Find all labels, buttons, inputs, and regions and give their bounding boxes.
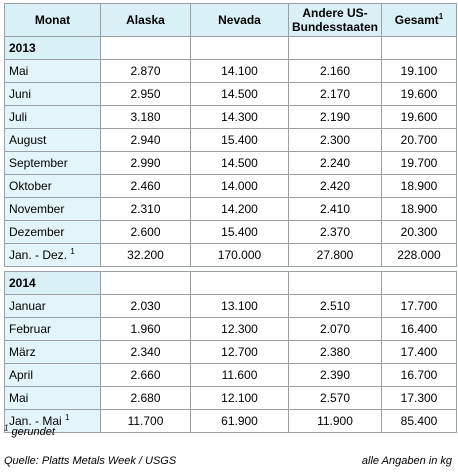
value-cell: 2.190 <box>289 106 382 129</box>
value-cell: 2.510 <box>289 295 382 318</box>
month-cell: August <box>5 129 101 152</box>
value-cell: 19.700 <box>382 152 457 175</box>
table-row <box>5 60 457 83</box>
month-cell: Januar <box>5 295 101 318</box>
value-cell: 14.200 <box>191 198 289 221</box>
value-cell: 1.960 <box>101 318 191 341</box>
value-cell: 2.390 <box>289 364 382 387</box>
year-empty-cell <box>191 272 289 295</box>
value-cell: 11.600 <box>191 364 289 387</box>
total-footnote-mark: 1 <box>65 413 70 422</box>
value-cell: 2.070 <box>289 318 382 341</box>
value-cell: 2.420 <box>289 175 382 198</box>
value-cell: 3.180 <box>101 106 191 129</box>
value-cell: 14.100 <box>191 60 289 83</box>
total-label: Jan. - Mai <box>9 414 62 428</box>
total-label: Jan. - Dez. <box>9 248 68 262</box>
value-cell: 2.340 <box>101 341 191 364</box>
value-cell: 2.310 <box>101 198 191 221</box>
unit-note: alle Angaben in kg <box>361 455 452 467</box>
value-cell: 2.570 <box>289 387 382 410</box>
table-row <box>5 341 457 364</box>
year-label: 2014 <box>5 272 101 295</box>
value-cell: 12.300 <box>191 318 289 341</box>
month-cell: Oktober <box>5 175 101 198</box>
value-cell: 20.300 <box>382 221 457 244</box>
value-cell: 2.660 <box>101 364 191 387</box>
source-note: Quelle: Platts Metals Week / USGS <box>4 455 177 467</box>
month-cell: Juli <box>5 106 101 129</box>
month-cell: April <box>5 364 101 387</box>
value-cell: 2.940 <box>101 129 191 152</box>
value-cell: 17.300 <box>382 387 457 410</box>
month-cell: Mai <box>5 60 101 83</box>
value-cell: 16.400 <box>382 318 457 341</box>
table-row <box>5 318 457 341</box>
value-cell: 2.990 <box>101 152 191 175</box>
table-row <box>5 364 457 387</box>
value-cell: 2.030 <box>101 295 191 318</box>
table-row <box>5 175 457 198</box>
section-2013 <box>5 37 457 267</box>
month-cell: November <box>5 198 101 221</box>
total-value-cell: 11.900 <box>289 410 382 433</box>
gold-production-table <box>4 3 457 433</box>
total-value-cell: 11.700 <box>101 410 191 433</box>
year-label: 2013 <box>5 37 101 60</box>
total-footnote-mark: 1 <box>70 247 75 256</box>
year-empty-cell <box>289 37 382 60</box>
table-row <box>5 83 457 106</box>
header-gesamt <box>382 4 457 37</box>
table-row <box>5 198 457 221</box>
total-label-cell <box>5 244 101 267</box>
year-empty-cell <box>382 272 457 295</box>
value-cell: 12.700 <box>191 341 289 364</box>
year-empty-cell <box>289 272 382 295</box>
value-cell: 2.160 <box>289 60 382 83</box>
year-row <box>5 272 457 295</box>
footnote-text: gerundet <box>11 426 55 438</box>
total-value-cell: 170.000 <box>191 244 289 267</box>
value-cell: 18.900 <box>382 175 457 198</box>
month-cell: Dezember <box>5 221 101 244</box>
header-gesamt-footnote-mark: 1 <box>438 12 444 21</box>
year-empty-cell <box>191 37 289 60</box>
table-header-row <box>5 4 457 37</box>
table-row <box>5 295 457 318</box>
value-cell: 18.900 <box>382 198 457 221</box>
value-cell: 15.400 <box>191 221 289 244</box>
table-row <box>5 387 457 410</box>
value-cell: 14.300 <box>191 106 289 129</box>
value-cell: 17.700 <box>382 295 457 318</box>
value-cell: 17.400 <box>382 341 457 364</box>
total-value-cell: 61.900 <box>191 410 289 433</box>
value-cell: 13.100 <box>191 295 289 318</box>
value-cell: 12.100 <box>191 387 289 410</box>
value-cell: 20.700 <box>382 129 457 152</box>
value-cell: 2.680 <box>101 387 191 410</box>
footnote-mark: 1 <box>4 423 9 433</box>
value-cell: 19.600 <box>382 83 457 106</box>
header-alaska: Alaska <box>101 4 191 37</box>
value-cell: 14.500 <box>191 83 289 106</box>
value-cell: 2.300 <box>289 129 382 152</box>
value-cell: 16.700 <box>382 364 457 387</box>
footnote <box>4 423 55 438</box>
value-cell: 14.500 <box>191 152 289 175</box>
value-cell: 2.170 <box>289 83 382 106</box>
value-cell: 2.380 <box>289 341 382 364</box>
total-value-cell: 85.400 <box>382 410 457 433</box>
total-row <box>5 244 457 267</box>
year-empty-cell <box>382 37 457 60</box>
header-gesamt-label: Gesamt <box>394 13 439 27</box>
table-row <box>5 129 457 152</box>
table-row <box>5 106 457 129</box>
total-value-cell: 32.200 <box>101 244 191 267</box>
month-cell: März <box>5 341 101 364</box>
total-value-cell: 27.800 <box>289 244 382 267</box>
year-row <box>5 37 457 60</box>
value-cell: 14.000 <box>191 175 289 198</box>
value-cell: 2.950 <box>101 83 191 106</box>
value-cell: 2.600 <box>101 221 191 244</box>
table-row <box>5 221 457 244</box>
table-row <box>5 152 457 175</box>
value-cell: 2.870 <box>101 60 191 83</box>
value-cell: 2.240 <box>289 152 382 175</box>
value-cell: 19.600 <box>382 106 457 129</box>
month-cell: Juni <box>5 83 101 106</box>
section-2014 <box>5 272 457 433</box>
header-andere-us-bundesstaaten <box>289 4 382 37</box>
month-cell: September <box>5 152 101 175</box>
value-cell: 15.400 <box>191 129 289 152</box>
total-row <box>5 410 457 433</box>
header-monat: Monat <box>5 4 101 37</box>
value-cell: 2.410 <box>289 198 382 221</box>
value-cell: 2.460 <box>101 175 191 198</box>
value-cell: 19.100 <box>382 60 457 83</box>
year-empty-cell <box>101 272 191 295</box>
month-cell: Mai <box>5 387 101 410</box>
header-andere-line1: Andere US- <box>302 6 368 20</box>
month-cell: Februar <box>5 318 101 341</box>
header-andere-line2: Bundesstaaten <box>291 20 379 34</box>
header-nevada: Nevada <box>191 4 289 37</box>
value-cell: 2.370 <box>289 221 382 244</box>
year-empty-cell <box>101 37 191 60</box>
total-value-cell: 228.000 <box>382 244 457 267</box>
